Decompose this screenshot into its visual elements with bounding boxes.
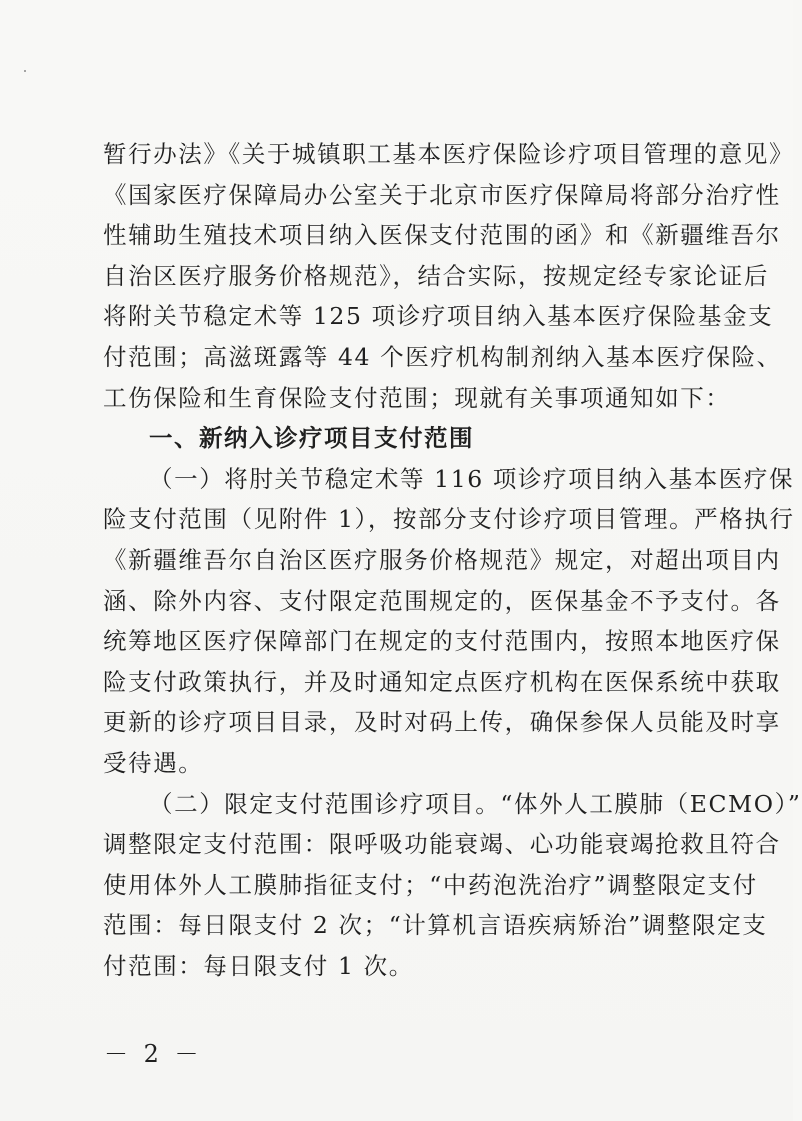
paragraph-line-20: 付范围：每日限支付 1 次。 [103, 952, 414, 980]
section-heading: 一、新纳入诊疗项目支付范围 [149, 424, 474, 452]
paragraph-line-16: （二）限定支付范围诊疗项目。“体外人工膜肺（ECMO）” [149, 790, 802, 818]
paragraph-line-19: 范围：每日限支付 2 次；“计算机言语疾病矫治”调整限定支 [103, 911, 768, 939]
paragraph-line-17: 调整限定支付范围：限呼吸功能衰竭、心功能衰竭抢救且符合 [103, 830, 781, 858]
scan-speck [24, 70, 26, 72]
paragraph-line-8: （一）将肘关节稳定术等 116 项诊疗项目纳入基本医疗保 [149, 465, 795, 493]
paragraph-line-6: 付范围；高滋斑露等 44 个医疗机构制剂纳入基本医疗保险、 [103, 343, 782, 371]
paragraph-line-4: 自治区医疗服务价格规范》，结合实际，按规定经专家论证后 [103, 262, 769, 290]
page-number: － 2 － [104, 1040, 203, 1068]
paragraph-line-14: 更新的诊疗项目目录，及时对码上传，确保参保人员能及时享 [103, 708, 781, 736]
paragraph-line-10: 《新疆维吾尔自治区医疗服务价格规范》规定，对超出项目内 [103, 546, 781, 574]
paragraph-line-7: 工伤保险和生育保险支付范围；现就有关事项通知如下： [103, 384, 731, 412]
paragraph-line-3: 性辅助生殖技术项目纳入医保支付范围的函》和《新疆维吾尔 [103, 221, 781, 249]
paragraph-line-5: 将附关节稳定术等 125 项诊疗项目纳入基本医疗保险基金支 [103, 302, 774, 330]
paragraph-line-1: 暂行办法》《关于城镇职工基本医疗保险诊疗项目管理的意见》 [103, 140, 795, 168]
paragraph-line-18: 使用体外人工膜肺指征支付；“中药泡洗治疗”调整限定支付 [103, 871, 758, 899]
paragraph-line-15: 受待遇。 [103, 749, 204, 777]
paragraph-line-9: 险支付范围（见附件 1），按部分支付诊疗项目管理。严格执行 [103, 505, 795, 533]
paragraph-line-2: 《国家医疗保障局办公室关于北京市医疗保障局将部分治疗性 [103, 181, 781, 209]
paragraph-line-11: 涵、除外内容、支付限定范围规定的，医保基金不予支付。各 [103, 587, 781, 615]
paragraph-line-12: 统筹地区医疗保障部门在规定的支付范围内，按照本地医疗保 [103, 627, 781, 655]
paragraph-line-13: 险支付政策执行，并及时通知定点医疗机构在医保系统中获取 [103, 668, 781, 696]
